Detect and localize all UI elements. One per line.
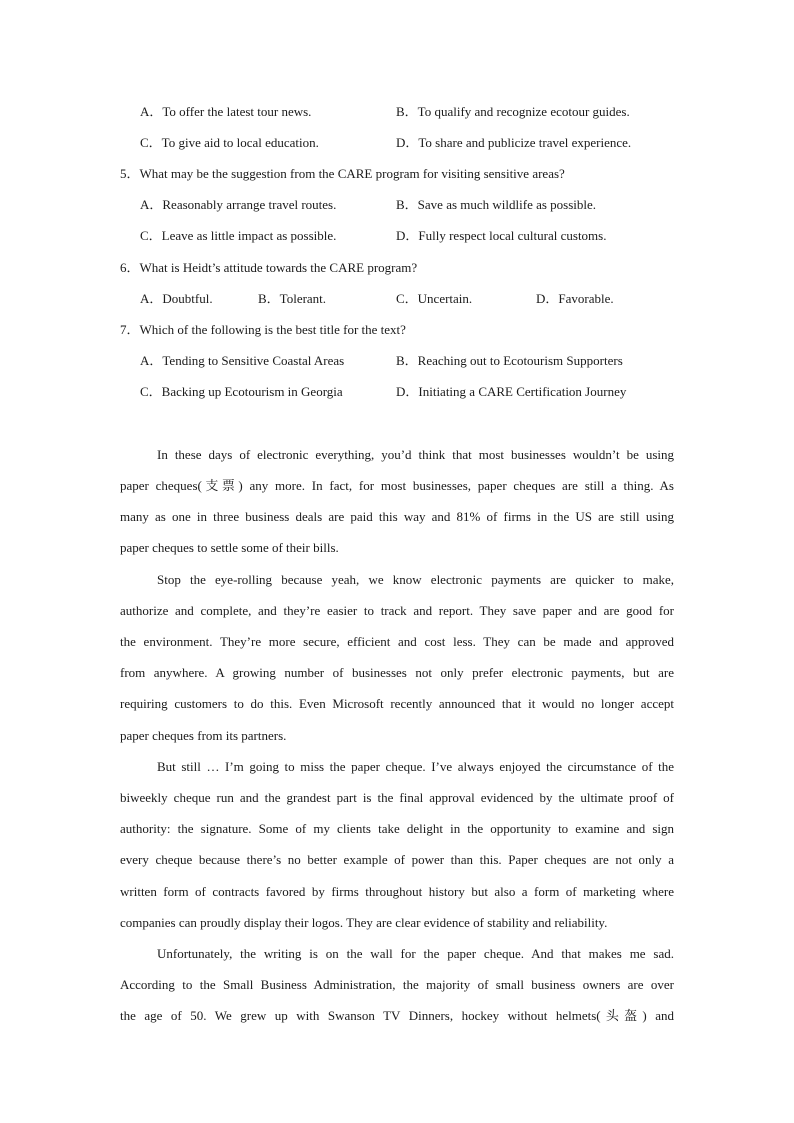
q7-stem: 7．Which of the following is the best title for the text? <box>120 322 406 337</box>
q7-option-b: B．Reaching out to Ecotourism Supporters <box>396 353 623 368</box>
paragraph-line: Unfortunately, the writing is on the wall for the paper cheque. And that makes me sad. <box>157 946 674 961</box>
paragraph-line: authority: the signature. Some of my clients take delight in the opportunity to examine and sign <box>120 821 674 836</box>
paragraph-line: written form of contracts favored by firms throughout history but also a form of marketing where <box>120 884 674 899</box>
q4-option-d: D．To share and publicize travel experience. <box>396 135 632 150</box>
paragraph-line: paper cheques from its partners. <box>120 728 287 743</box>
paragraph-line: companies can proudly display their logos. They are clear evidence of stability and reliability. <box>120 915 608 930</box>
q6-option-a: A．Doubtful. <box>140 291 213 306</box>
paragraph-line: the environment. They’re more secure, efficient and cost less. They can be made and approved <box>120 634 674 649</box>
q7-option-a: A．Tending to Sensitive Coastal Areas <box>140 353 345 368</box>
q5-option-c: C．Leave as little impact as possible. <box>140 228 337 243</box>
paragraph-line: requiring customers to do this. Even Microsoft recently announced that it would no longer accept <box>120 696 674 711</box>
q6-option-c: C．Uncertain. <box>396 291 473 306</box>
paragraph-line: authorize and complete, and they’re easier to track and report. They save paper and are good for <box>120 603 674 618</box>
paragraph-line: paper cheques to settle some of their bills. <box>120 540 339 555</box>
q4-option-a: A．To offer the latest tour news. <box>140 104 312 119</box>
q6-stem: 6．What is Heidt’s attitude towards the CARE program? <box>120 260 418 275</box>
paragraph-line: the age of 50. We grew up with Swanson TV Dinners, hockey without helmets(头盔) and <box>120 1008 674 1023</box>
q5-stem: 5．What may be the suggestion from the CARE program for visiting sensitive areas? <box>120 166 565 181</box>
paragraph-line: every cheque because there’s no better example of power than this. Paper cheques are not only a <box>120 852 674 867</box>
paragraph-line: In these days of electronic everything, you’d think that most businesses wouldn’t be using <box>157 447 674 462</box>
paragraph-line: But still … I’m going to miss the paper cheque. I’ve always enjoyed the circumstance of the <box>157 759 674 774</box>
paragraph-line: from anywhere. A growing number of businesses not only prefer electronic payments, but are <box>120 665 674 680</box>
q6-option-b: B．Tolerant. <box>258 291 327 306</box>
q5-option-b: B．Save as much wildlife as possible. <box>396 197 597 212</box>
q6-option-d: D．Favorable. <box>536 291 614 306</box>
q5-option-a: A．Reasonably arrange travel routes. <box>140 197 337 212</box>
paragraph-line: Stop the eye-rolling because yeah, we know electronic payments are quicker to make, <box>157 572 674 587</box>
q7-option-c: C．Backing up Ecotourism in Georgia <box>140 384 343 399</box>
q4-option-c: C．To give aid to local education. <box>140 135 319 150</box>
paragraph-line: According to the Small Business Administration, the majority of small business owners are over <box>120 977 674 992</box>
paragraph-line: biweekly cheque run and the grandest part is the final approval evidenced by the ultimate proof of <box>120 790 674 805</box>
paragraph-line: many as one in three business deals are paid this way and 81% of firms in the US are still using <box>120 509 674 524</box>
paragraph-line: paper cheques(支票) any more. In fact, for most businesses, paper cheques are still a thing. As <box>120 478 674 493</box>
q5-option-d: D．Fully respect local cultural customs. <box>396 228 607 243</box>
q4-option-b: B．To qualify and recognize ecotour guides. <box>396 104 630 119</box>
q7-option-d: D．Initiating a CARE Certification Journey <box>396 384 627 399</box>
